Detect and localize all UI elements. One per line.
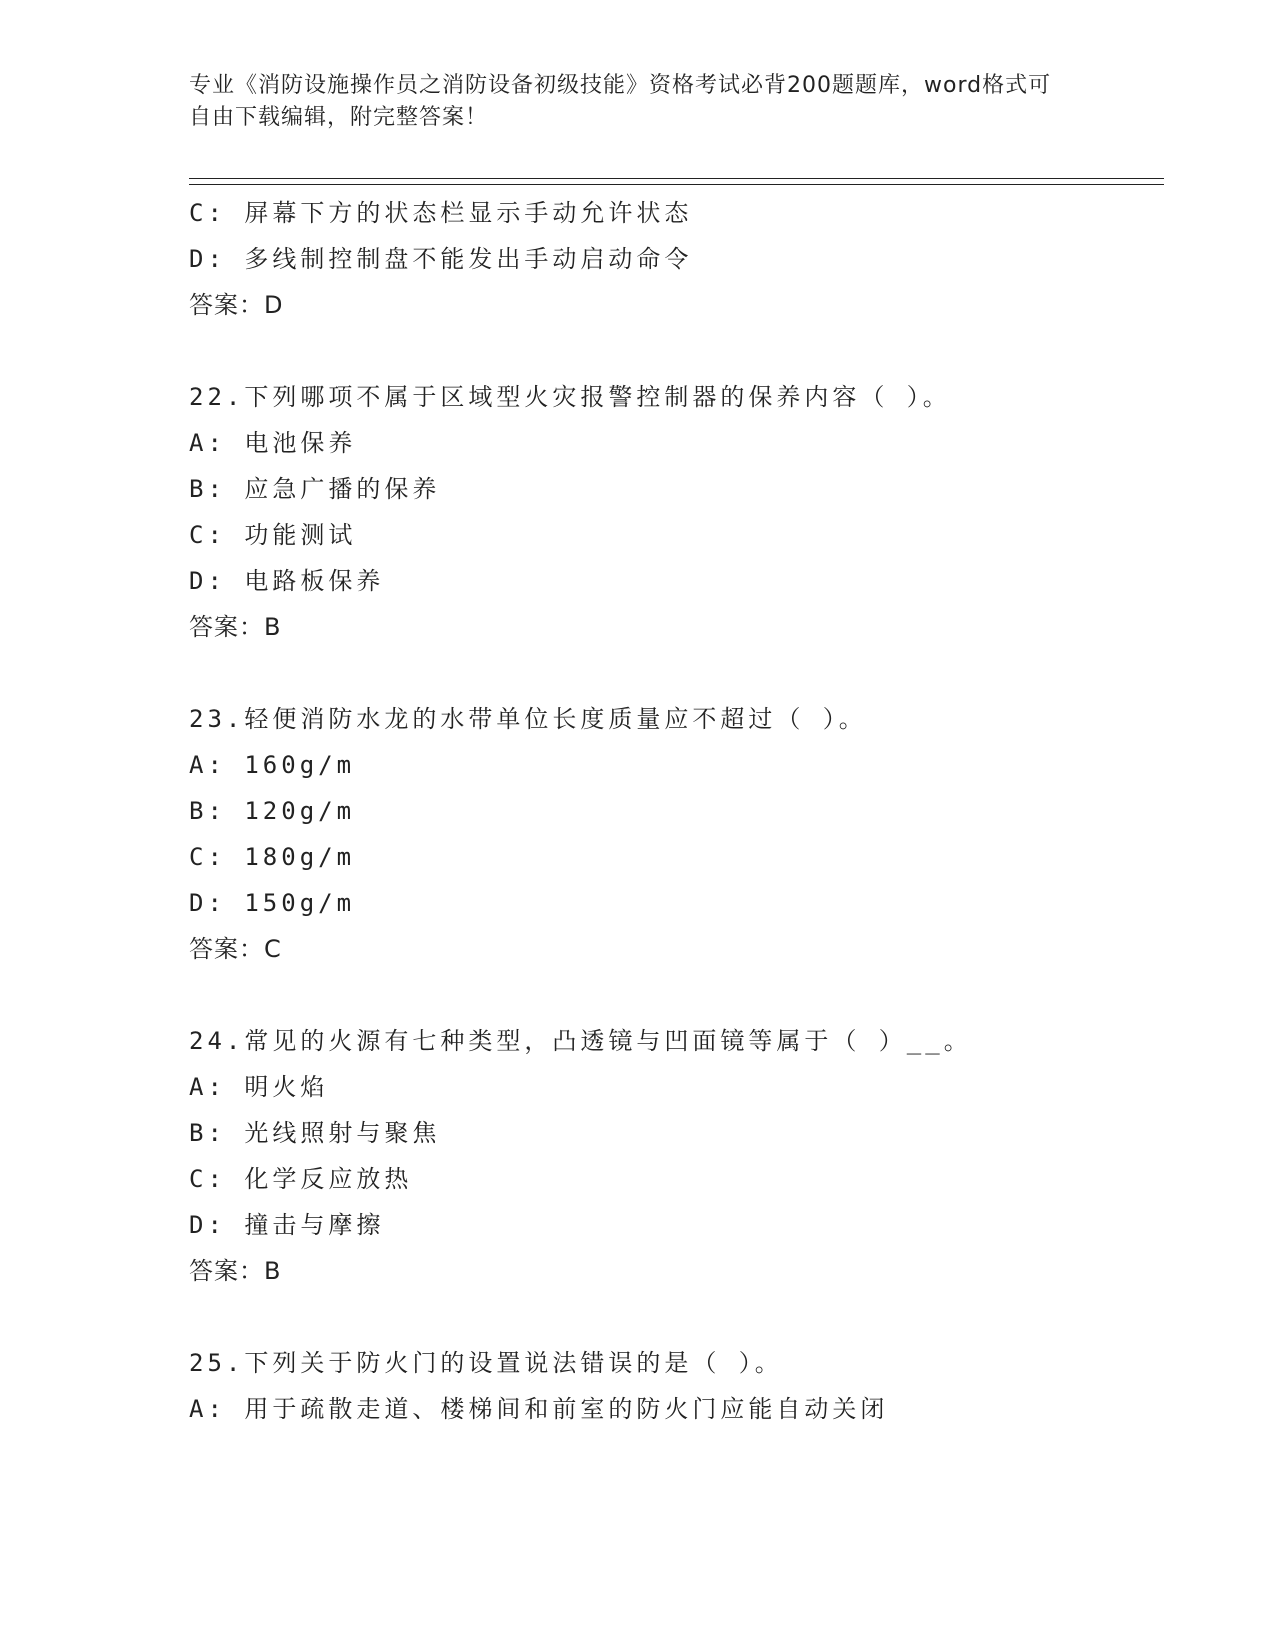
option-d: D: 150g/m xyxy=(189,889,356,917)
question-23 xyxy=(189,696,1164,972)
answer: 答案：D xyxy=(189,291,284,319)
header-rule-bottom xyxy=(189,184,1164,185)
question-24 xyxy=(189,1018,1164,1294)
option-a: A: 电池保养 xyxy=(189,429,357,457)
spacer xyxy=(189,650,1164,696)
answer: 答案：C xyxy=(189,935,282,963)
option-c: C: 功能测试 xyxy=(189,521,357,549)
answer: 答案：B xyxy=(189,613,282,641)
option-c: C: 屏幕下方的状态栏显示手动允许状态 xyxy=(189,199,693,227)
question-stem: 22.下列哪项不属于区域型火灾报警控制器的保养内容（ ）。 xyxy=(189,383,951,411)
option-b: B: 光线照射与聚焦 xyxy=(189,1119,441,1147)
option-a: A: 明火焰 xyxy=(189,1073,329,1101)
question-21-tail xyxy=(189,190,1164,328)
question-stem: 24.常见的火源有七种类型，凸透镜与凹面镜等属于（ ）__。 xyxy=(189,1027,972,1055)
spacer xyxy=(189,972,1164,1018)
question-25 xyxy=(189,1340,1164,1432)
option-b: B: 应急广播的保养 xyxy=(189,475,441,503)
option-a: A: 160g/m xyxy=(189,751,356,779)
option-c: C: 化学反应放热 xyxy=(189,1165,413,1193)
option-a: A: 用于疏散走道、楼梯间和前室的防火门应能自动关闭 xyxy=(189,1395,889,1423)
document-header: 专业《消防设施操作员之消防设备初级技能》资格考试必背200题题库，word格式可自由下载编辑，附完整答案！ xyxy=(189,73,1052,130)
header-rule-top xyxy=(189,178,1164,179)
spacer xyxy=(189,1294,1164,1340)
question-stem: 25.下列关于防火门的设置说法错误的是（ ）。 xyxy=(189,1349,783,1377)
option-c: C: 180g/m xyxy=(189,843,356,871)
spacer xyxy=(189,328,1164,374)
option-d: D: 电路板保养 xyxy=(189,567,385,595)
option-d: D: 撞击与摩擦 xyxy=(189,1211,385,1239)
question-stem: 23.轻便消防水龙的水带单位长度质量应不超过（ ）。 xyxy=(189,705,867,733)
answer: 答案：B xyxy=(189,1257,282,1285)
question-22 xyxy=(189,374,1164,650)
option-b: B: 120g/m xyxy=(189,797,356,825)
question-list xyxy=(189,190,1164,1432)
option-d: D: 多线制控制盘不能发出手动启动命令 xyxy=(189,245,693,273)
